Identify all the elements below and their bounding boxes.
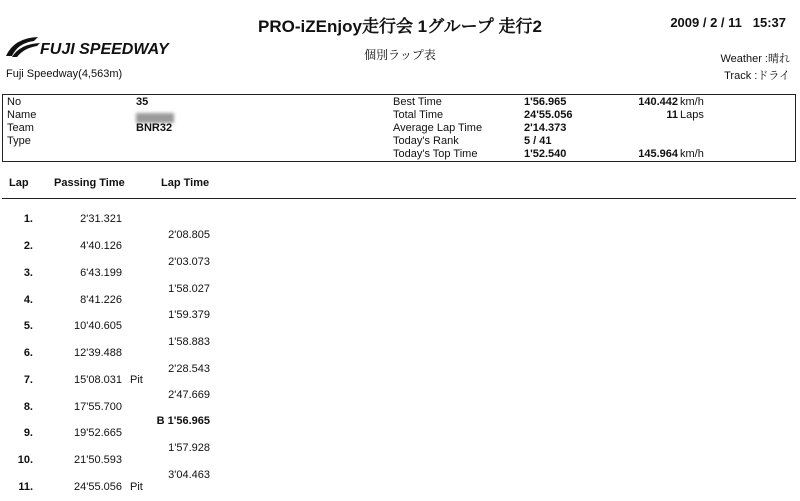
report-datetime [670,15,786,30]
best-time-value: 1'56.965 [524,96,567,108]
track-value: ドライ [757,70,790,82]
track-info [724,67,790,83]
lap-number: 8. [23,401,33,413]
track-label: Track : [724,70,758,82]
average-lap-label: Average Lap Time [393,122,483,134]
team-label: Team [7,122,34,134]
report-date: 2009 / 2 / 11 [670,15,742,30]
best-time-label: Best Time [393,96,442,108]
passing-time: 24'55.056 [74,481,122,493]
lap-number: 10. [17,454,33,466]
best-speed-unit: km/h [680,96,704,108]
lap-number: 6. [23,347,33,359]
name-label: Name [7,109,37,121]
best-speed-value: 140.442 [638,96,678,108]
passing-time: 15'08.031 [74,374,122,386]
lap-number: 4. [23,294,33,306]
weather-info [721,50,791,66]
lap-number: 3. [23,267,33,279]
type-label: Type [7,135,31,147]
top-time-value: 1'52.540 [524,148,567,160]
lap-time: 1'58.027 [168,283,210,295]
lap-time: 2'08.805 [168,229,210,241]
lap-time: 2'03.073 [168,256,210,268]
average-lap-value: 2'14.373 [524,122,567,134]
lap-number: 11. [18,481,33,493]
weather-label: Weather : [720,53,768,65]
passing-time: 6'43.199 [80,267,122,279]
total-time-label: Total Time [393,109,444,121]
lap-number: 9. [23,427,33,439]
weather-value: 晴れ [768,53,790,65]
no-value: 35 [136,96,149,108]
total-time-value: 24'55.056 [524,109,573,121]
passing-time: 19'52.665 [74,427,122,439]
passing-time: 4'40.126 [80,240,122,252]
no-label: No [7,96,22,108]
report-time: 15:37 [752,15,786,30]
report-title: PRO-iZEnjoy走行会 1グループ 走行2 [258,17,542,36]
passing-time: 10'40.605 [74,320,122,332]
logo-text: FUJI SPEEDWAY [40,41,169,58]
column-header-passing-time: Passing Time [54,177,125,189]
passing-time: 8'41.226 [80,294,122,306]
passing-time: 21'50.593 [74,454,122,466]
lap-number: 5. [23,320,33,332]
column-header-lap-time: Lap Time [161,177,210,189]
lap-time: 2'47.669 [168,389,210,401]
report-subtitle: 個別ラップ表 [364,48,436,62]
header-divider [2,198,796,199]
pit-flag: Pit [130,374,143,386]
lap-time: 1'59.379 [168,309,210,321]
passing-time: 12'39.488 [74,347,122,359]
lap-time: 1'57.928 [168,442,210,454]
lap-time: 3'04.463 [168,469,210,481]
lap-number: 7. [23,374,33,386]
lap-number: 2. [23,240,33,252]
venue-label: Fuji Speedway(4,563m) [6,68,123,80]
pit-flag: Pit [130,481,143,493]
laps-count: 11 [666,109,678,121]
top-time-label: Today's Top Time [393,148,478,160]
lap-number: 1. [23,213,33,225]
column-header-lap: Lap [9,177,29,189]
lap-time-best: B 1'56.965 [156,415,210,427]
rank-value: 5 / 41 [524,135,552,147]
top-speed-value: 145.964 [638,148,678,160]
team-value: BNR32 [136,122,173,134]
lap-time: 2'28.543 [168,363,210,375]
passing-time: 17'55.700 [74,401,122,413]
top-speed-unit: km/h [680,148,704,160]
passing-time: 2'31.321 [80,213,122,225]
laps-unit: Laps [680,109,704,121]
lap-time: 1'58.883 [168,336,210,348]
rank-label: Today's Rank [393,135,459,147]
